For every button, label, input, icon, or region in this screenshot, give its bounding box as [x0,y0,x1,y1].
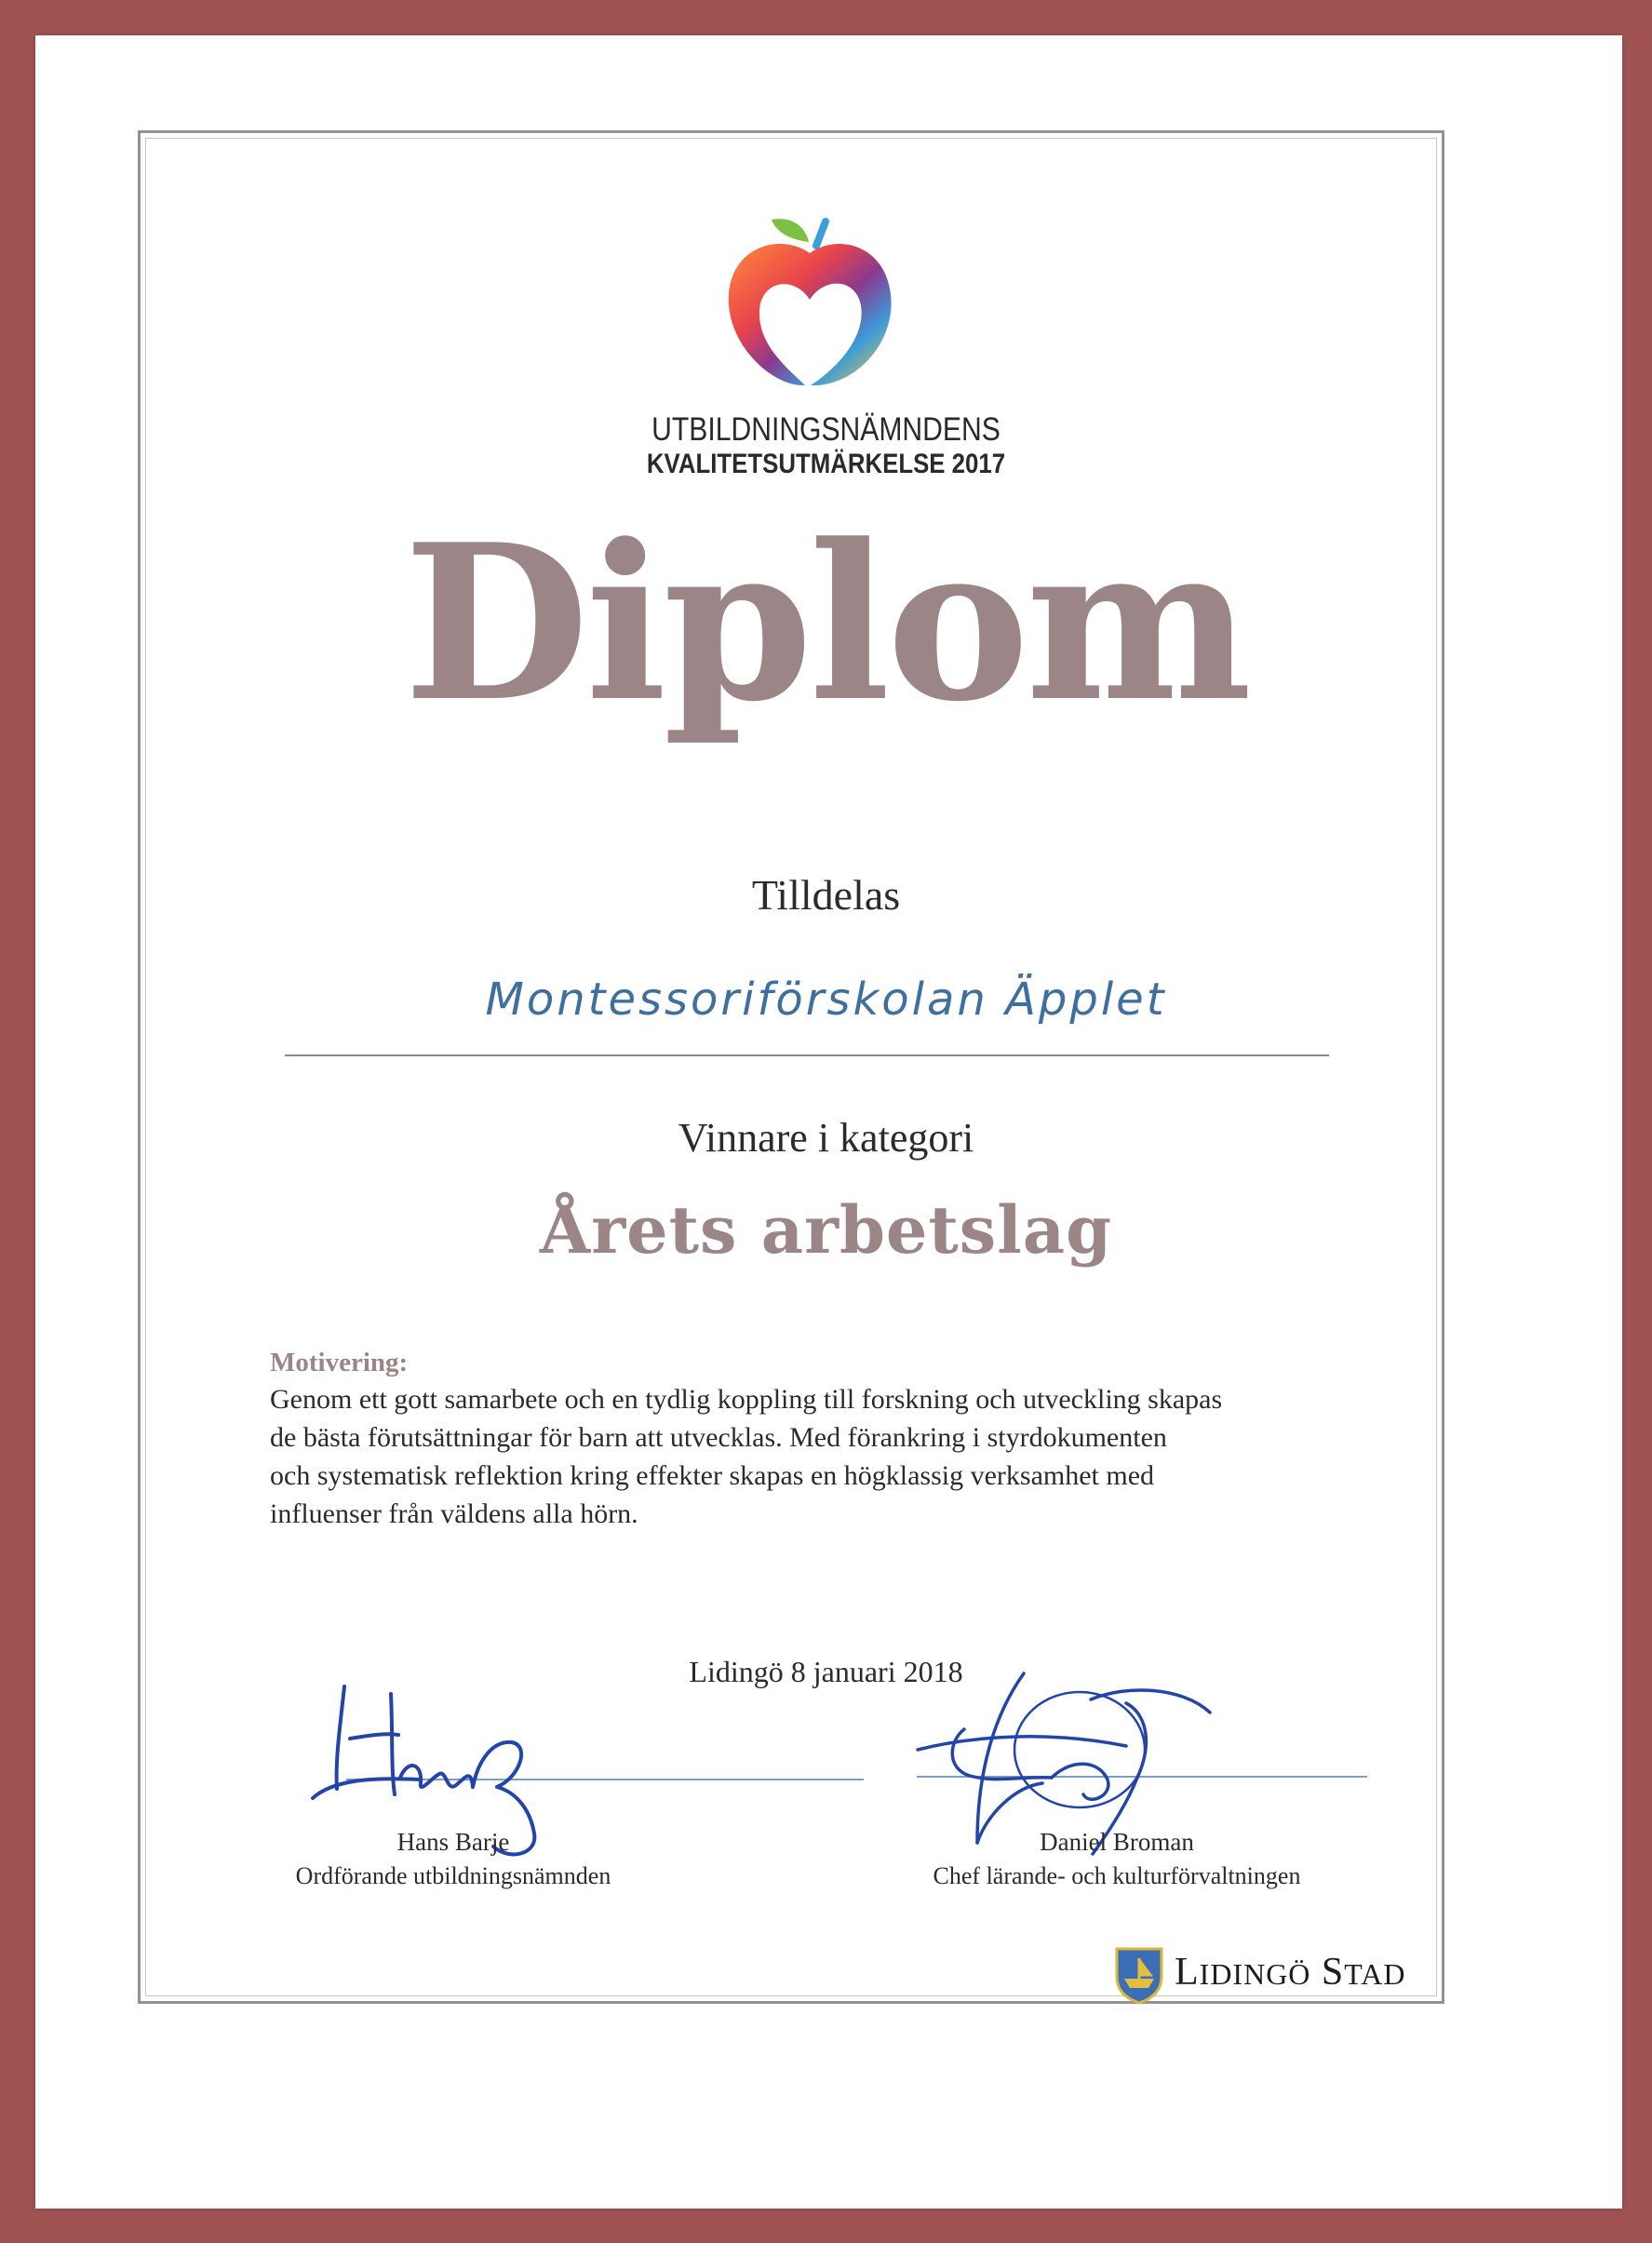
award-name-line2: KVALITETSUTMÄRKELSE 2017 [646,449,1006,479]
category-name: Årets arbetslag [539,1191,1113,1269]
city-rest: TAD [1344,1957,1406,1991]
awarded-label: Tilldelas [751,871,901,919]
signatory-name-left: Hans Barje [396,1828,510,1856]
award-name-line1: UTBILDNINGSNÄMNDENS [651,411,1001,448]
motivation-line: Genom ett gott samarbete och en tydlig koppling till forskning och utveckling skapas [270,1384,1223,1415]
recipient-name: Montessoriförskolan Äpplet [485,974,1167,1026]
motivation-label: Motivering: [270,1348,409,1377]
city-crest-icon [1113,1945,1165,2005]
motivation-text [270,1380,1387,1533]
signatory-role-left: Ordförande utbildningsnämnden [295,1862,611,1889]
category-label: Vinnare i kategori [678,1115,974,1161]
signatory-name-right: Daniel Broman [1040,1828,1194,1856]
city-rest: IDINGÖ [1199,1957,1311,1991]
motivation-line: och systematisk reflektion kring effekter skapas en högklassig verksamhet med [270,1460,1155,1491]
motivation-line: influenser från väldens alla hörn. [270,1498,638,1529]
motivation-line: de bästa förutsättningar för barn att utvecklas. Med förankring i styrdokumenten [270,1422,1167,1453]
signature-right [918,1673,1210,1854]
city-logo-text [1175,1950,1405,1995]
recipient-underline [285,1054,1329,1056]
date-place: Lidingö 8 januari 2018 [689,1655,963,1688]
apple-logo-icon [716,212,904,395]
signatory-role-right: Chef lärande- och kulturförvaltningen [933,1862,1301,1889]
city-cap: S [1321,1951,1345,1994]
diploma-title: Diplom [403,498,1249,749]
city-cap: L [1175,1951,1200,1994]
